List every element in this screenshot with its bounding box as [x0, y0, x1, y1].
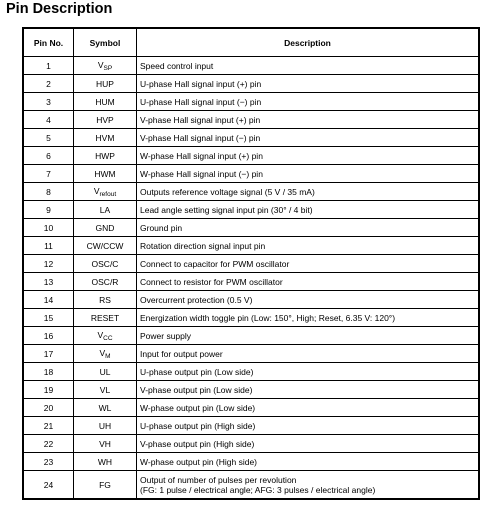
- header-row: [24, 29, 479, 57]
- symbol-text: V: [97, 329, 104, 340]
- header-symbol: Symbol: [74, 29, 137, 57]
- pin-number-cell: 19: [24, 381, 74, 399]
- symbol-cell: [74, 147, 137, 165]
- symbol-text: HUM: [95, 96, 115, 107]
- description-text: Rotation direction signal input pin: [140, 240, 266, 251]
- description-text: V-phase output pin (Low side): [140, 384, 253, 395]
- description-text: W-phase output pin (Low side): [140, 402, 256, 413]
- pin-number-cell: 18: [24, 363, 74, 381]
- symbol-cell: [74, 57, 137, 75]
- table-row: [24, 111, 479, 129]
- symbol-text: RESET: [90, 312, 120, 323]
- description-cell: [137, 75, 479, 93]
- pin-number-cell: 13: [24, 273, 74, 291]
- description-cell: [137, 435, 479, 453]
- symbol-text: VL: [99, 384, 111, 395]
- symbol-text: LA: [99, 204, 111, 215]
- symbol-cell: [74, 381, 137, 399]
- symbol-cell: [74, 345, 137, 363]
- table-header: [24, 29, 479, 57]
- table-row: [24, 93, 479, 111]
- description-text-line2: (FG: 1 pulse / electrical angle; AFG: 3 pulses / electrical angle): [140, 484, 376, 495]
- description-cell: [137, 417, 479, 435]
- description-text: Energization width toggle pin (Low: 150°, High; Reset, 6.35 V: 120°): [140, 312, 396, 323]
- description-text: V-phase Hall signal input (+) pin: [140, 114, 261, 125]
- description-text: Power supply: [140, 330, 192, 341]
- symbol-cell: [74, 111, 137, 129]
- description-text: U-phase Hall signal input (−) pin: [140, 96, 262, 107]
- symbol-text: WH: [97, 456, 113, 467]
- description-cell: [137, 129, 479, 147]
- symbol-cell: [74, 435, 137, 453]
- symbol-cell: [74, 237, 137, 255]
- description-cell: [137, 57, 479, 75]
- description-text: W-phase output pin (High side): [140, 456, 258, 467]
- table-row: [24, 471, 479, 499]
- symbol-cell: [74, 291, 137, 309]
- table-row: [24, 363, 479, 381]
- header-description: Description: [137, 29, 479, 57]
- symbol-cell: [74, 93, 137, 111]
- description-text: Connect to capacitor for PWM oscillator: [140, 258, 290, 269]
- pin-description-table: [23, 28, 479, 499]
- pin-number-cell: 9: [24, 201, 74, 219]
- symbol-text: VH: [99, 438, 111, 449]
- description-cell: [137, 237, 479, 255]
- table-row: [24, 219, 479, 237]
- pin-number-cell: 16: [24, 327, 74, 345]
- pin-number-cell: 17: [24, 345, 74, 363]
- description-cell: [137, 471, 479, 499]
- table-row: [24, 201, 479, 219]
- description-cell: [137, 111, 479, 129]
- symbol-text: CW/CCW: [86, 240, 124, 251]
- pin-number-cell: 12: [24, 255, 74, 273]
- symbol-cell: [74, 327, 137, 345]
- description-cell: [137, 93, 479, 111]
- description-text: Outputs reference voltage signal (5 V / 35 mA): [140, 186, 315, 197]
- description-cell: [137, 309, 479, 327]
- symbol-cell: [74, 471, 137, 499]
- table-row: [24, 399, 479, 417]
- pin-number-cell: 24: [24, 471, 74, 499]
- symbol-text: UL: [99, 366, 111, 377]
- table-row: [24, 237, 479, 255]
- pin-number-cell: 10: [24, 219, 74, 237]
- symbol-text: HVM: [95, 132, 115, 143]
- section-title: Pin Description: [6, 1, 113, 17]
- pin-number-cell: 7: [24, 165, 74, 183]
- symbol-subscript: SP: [103, 64, 113, 72]
- symbol-cell: [74, 273, 137, 291]
- symbol-cell: [74, 255, 137, 273]
- symbol-text: GND: [95, 222, 115, 233]
- table-row: [24, 183, 479, 201]
- symbol-text: HUP: [96, 78, 114, 89]
- description-cell: [137, 165, 479, 183]
- description-cell: [137, 291, 479, 309]
- table-row: [24, 291, 479, 309]
- pin-number-cell: 5: [24, 129, 74, 147]
- description-text: Output of number of pulses per revolution: [140, 474, 297, 485]
- symbol-cell: [74, 129, 137, 147]
- table-body: [24, 57, 479, 499]
- symbol-cell: [74, 363, 137, 381]
- symbol-text: UH: [98, 420, 112, 431]
- description-cell: [137, 147, 479, 165]
- description-text: Input for output power: [140, 348, 223, 359]
- description-cell: [137, 201, 479, 219]
- description-text: U-phase Hall signal input (+) pin: [140, 78, 262, 89]
- symbol-text: HWP: [95, 150, 115, 161]
- symbol-text: WL: [98, 402, 112, 413]
- symbol-text: HWM: [94, 168, 116, 179]
- symbol-cell: [74, 201, 137, 219]
- symbol-cell: [74, 399, 137, 417]
- table-row: [24, 255, 479, 273]
- pin-number-cell: 15: [24, 309, 74, 327]
- symbol-text: HVP: [96, 114, 114, 125]
- symbol-cell: [74, 453, 137, 471]
- description-text: Speed control input: [140, 60, 214, 71]
- description-text: Connect to resistor for PWM oscillator: [140, 276, 283, 287]
- table-row: [24, 381, 479, 399]
- description-text: V-phase Hall signal input (−) pin: [140, 132, 261, 143]
- symbol-text: RS: [99, 294, 111, 305]
- description-text: Lead angle setting signal input pin (30° / 4 bit): [140, 204, 313, 215]
- description-cell: [137, 453, 479, 471]
- description-text: Overcurrent protection (0.5 V): [140, 294, 253, 305]
- symbol-cell: [74, 165, 137, 183]
- description-cell: [137, 363, 479, 381]
- table-row: [24, 345, 479, 363]
- symbol-text: V: [99, 347, 106, 358]
- description-cell: [137, 345, 479, 363]
- table-row: [24, 165, 479, 183]
- symbol-subscript: CC: [103, 334, 113, 342]
- pin-number-cell: 2: [24, 75, 74, 93]
- table-row: [24, 129, 479, 147]
- pin-number-cell: 4: [24, 111, 74, 129]
- description-text: U-phase output pin (Low side): [140, 366, 254, 377]
- pin-number-cell: 22: [24, 435, 74, 453]
- table-row: [24, 327, 479, 345]
- pin-description-table-frame: [22, 27, 480, 500]
- symbol-cell: [74, 75, 137, 93]
- pin-number-cell: 14: [24, 291, 74, 309]
- pin-number-cell: 23: [24, 453, 74, 471]
- symbol-subscript: refout: [99, 190, 117, 198]
- table-row: [24, 417, 479, 435]
- table-row: [24, 147, 479, 165]
- pin-number-cell: 3: [24, 93, 74, 111]
- description-cell: [137, 219, 479, 237]
- symbol-text: OSC/R: [91, 276, 119, 287]
- symbol-cell: [74, 183, 137, 201]
- symbol-subscript: M: [105, 352, 111, 360]
- table-row: [24, 57, 479, 75]
- description-text: W-phase Hall signal input (−) pin: [140, 168, 263, 179]
- symbol-cell: [74, 417, 137, 435]
- pin-number-cell: 8: [24, 183, 74, 201]
- table-row: [24, 75, 479, 93]
- symbol-cell: [74, 219, 137, 237]
- description-text: Ground pin: [140, 222, 183, 233]
- symbol-text: FG: [99, 479, 111, 490]
- table-row: [24, 273, 479, 291]
- symbol-cell: [74, 309, 137, 327]
- pin-number-cell: 20: [24, 399, 74, 417]
- description-cell: [137, 183, 479, 201]
- table-row: [24, 453, 479, 471]
- pin-number-cell: 11: [24, 237, 74, 255]
- description-text: W-phase Hall signal input (+) pin: [140, 150, 263, 161]
- table-row: [24, 309, 479, 327]
- description-cell: [137, 327, 479, 345]
- description-cell: [137, 255, 479, 273]
- symbol-text: OSC/C: [91, 258, 119, 269]
- table-row: [24, 435, 479, 453]
- header-pin-no: Pin No.: [24, 29, 74, 57]
- description-cell: [137, 381, 479, 399]
- description-cell: [137, 273, 479, 291]
- symbol-text: V: [97, 59, 104, 70]
- description-text: U-phase output pin (High side): [140, 420, 256, 431]
- description-text: V-phase output pin (High side): [140, 438, 255, 449]
- pin-number-cell: 6: [24, 147, 74, 165]
- pin-number-cell: 21: [24, 417, 74, 435]
- description-cell: [137, 399, 479, 417]
- pin-number-cell: 1: [24, 57, 74, 75]
- symbol-text: V: [93, 185, 100, 196]
